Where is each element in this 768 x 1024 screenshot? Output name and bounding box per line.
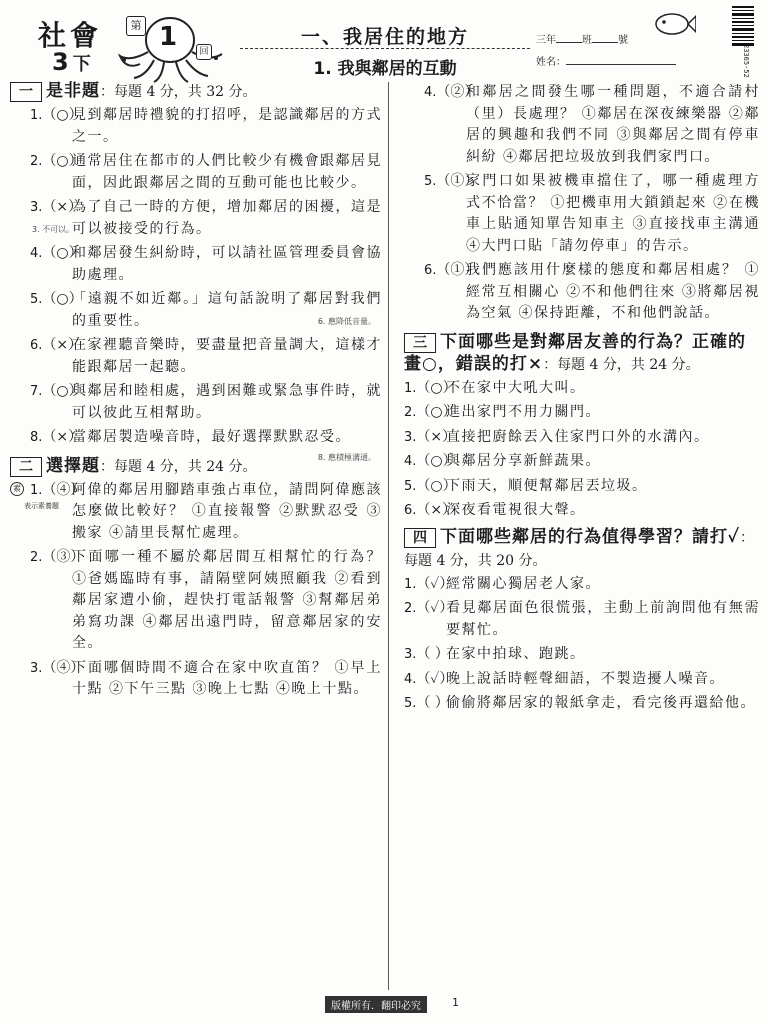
question-item: 1.（✓） 經常關心獨居老人家。 xyxy=(404,574,760,596)
answer-mark[interactable]: （○） xyxy=(42,383,83,399)
section-marker: 二 xyxy=(10,457,42,477)
question-text: 進出家門不用力關門。 xyxy=(446,404,601,420)
question-item: 2.（✓） 看見鄰居面色很慌張，主動上前詢問他有無需要幫忙。 xyxy=(404,598,760,641)
answer-mark[interactable]: （②） xyxy=(436,84,479,100)
question-text: 下面哪一種不屬於鄰居間互相幫忙的行為？ ①爸媽臨時有事，請隔壁阿姨照顧我 ②看到鄰居家遭小偷，趕快打電話報警 ③幫鄰居弟弟寫功課 ④鄰居出遠門時，留意鄰居家的安全。 xyxy=(72,549,382,651)
question-item: 3.（ ） 在家中拍球、跑跳。 xyxy=(404,644,760,666)
question-text: 與鄰居分享新鮮蔬果。 xyxy=(446,453,601,469)
question-text: 晚上說話時輕聲細語，不製造擾人噪音。 xyxy=(446,670,725,687)
answer-mark[interactable]: （✓） xyxy=(416,670,454,687)
answer-mark[interactable]: （ ） xyxy=(416,646,449,662)
answer-hint: 3. 不可以。 xyxy=(32,225,75,234)
question-item: 6.（×） 深夜看電視很大聲。 xyxy=(404,500,760,522)
answer-hint: 8. 應積極溝通。 xyxy=(317,453,376,462)
question-item: 素 表示素養題 1.（④） 阿偉的鄰居用腳踏車強占車位，請問阿偉應該怎麼做比較好？ ①直接報警 ②默默忍受 ③搬家 ④請里長幫忙處理。 xyxy=(10,480,382,545)
question-text: 經常關心獨居老人家。 xyxy=(446,575,601,592)
name-blank[interactable] xyxy=(566,54,676,65)
answer-mark[interactable]: （①） xyxy=(436,262,479,278)
question-text: 下雨天，順便幫鄰居丟垃圾。 xyxy=(446,477,648,494)
fish-icon xyxy=(652,10,696,38)
barcode-icon xyxy=(732,6,754,46)
issue-number: 1 xyxy=(158,22,178,52)
question-item: 7.（○） 與鄰居和睦相處，遇到困難或緊急事件時，就可以彼此互相幫助。 xyxy=(10,381,382,424)
grade-field-label: 三年 xyxy=(536,35,556,46)
section-marker: 三 xyxy=(404,333,436,353)
lesson-title: 1. 我與鄰居的互動 xyxy=(313,59,457,79)
question-item: 2.（○） 進出家門不用力關門。 xyxy=(404,402,760,424)
question-item: 5.（ ） 偷偷將鄰居家的報紙拿走，看完後再還給他。 xyxy=(404,693,760,715)
class-blank[interactable] xyxy=(556,32,582,43)
question-text: 不在家中大吼大叫。 xyxy=(446,379,586,396)
question-text: 在家裡聽音樂時，要盡量把音量調大，這樣才能跟鄰居一起聽。 xyxy=(72,337,382,375)
question-item: 2.（○） 通常居住在都市的人們比較少有機會跟鄰居見面，因此跟鄰居之間的互動可能也比較少。 xyxy=(10,151,382,194)
answer-mark[interactable]: （×） xyxy=(42,337,83,353)
answer-mark[interactable]: （○） xyxy=(416,453,457,469)
question-text: 家門口如果被機車擋住了，哪一種處理方式不恰當？ ①把機車用大鎖鎖起來 ②在機車上貼通知單告知車主 ③直接找車主溝通 ④大門口貼「請勿停車」的告示。 xyxy=(466,173,760,254)
question-item: 6.（①） 我們應該用什麼樣的態度和鄰居相處？ ①經常互相關心 ②不和他們往來 ③將鄰居視為空氣 ④保持距離，不和他們說話。 xyxy=(404,260,760,325)
question-text: 當鄰居製造噪音時，最好選擇默默忍受。 xyxy=(72,429,351,445)
question-item: 6.（×） 在家裡聽音樂時，要盡量把音量調大，這樣才能跟鄰居一起聽。 xyxy=(10,335,382,378)
question-item: 1.（○） 見到鄰居時禮貌的打招呼，是認識鄰居的方式之一。 xyxy=(10,105,382,148)
question-text: 下面哪個時間不適合在家中吹直笛？ ①早上十點 ②下午三點 ③晚上七點 ④晚上十點。 xyxy=(72,659,382,697)
name-field-label: 姓名： xyxy=(536,57,566,68)
right-column xyxy=(404,80,760,718)
issue-suffix: 回 xyxy=(196,44,212,60)
section-score-note: ：每題 4 分，共 24 分。 xyxy=(543,356,700,373)
answer-hint: 6. 應降低音量。 xyxy=(317,316,376,326)
title-divider xyxy=(240,48,530,49)
question-text: 深夜看電視很大聲。 xyxy=(446,502,586,518)
question-text: 直接把廚餘丟入住家門口外的水溝內。 xyxy=(446,428,710,445)
question-text: 偷偷將鄰居家的報紙拿走，看完後再還給他。 xyxy=(446,695,756,711)
question-text: 和鄰居發生糾紛時，可以請社區管理委員會協助處理。 xyxy=(72,245,382,283)
grade-suffix: 下 xyxy=(72,54,91,75)
answer-mark[interactable]: （①） xyxy=(436,173,479,189)
answer-mark[interactable]: （○） xyxy=(42,245,83,261)
section-true-false-title xyxy=(10,80,382,103)
unit-title: 一、我居住的地方 xyxy=(300,26,469,48)
answer-mark[interactable]: （×） xyxy=(416,502,457,518)
copyright-notice: 版權所有．翻印必究 xyxy=(325,996,427,1013)
answer-mark[interactable]: （×） xyxy=(42,429,83,445)
section-score-note: ：每題 4 分，共 24 分。 xyxy=(100,458,257,475)
answer-mark[interactable]: （○） xyxy=(42,107,83,123)
question-item: 5.（①） 家門口如果被機車擋住了，哪一種處理方式不恰當？ ①把機車用大鎖鎖起來 ②在機車上貼通知單告知車主 ③直接找車主溝通 ④大門口貼「請勿停車」的告示。 xyxy=(404,171,760,257)
question-text: 與鄰居和睦相處，遇到困難或緊急事件時，就可以彼此互相幫助。 xyxy=(72,383,382,421)
question-text: 我們應該用什麼樣的態度和鄰居相處？ ①經常互相關心 ②不和他們往來 ③將鄰居視為空氣 ④保持距離，不和他們說話。 xyxy=(466,262,760,321)
answer-mark[interactable]: （ ） xyxy=(416,695,449,711)
section-marker: 一 xyxy=(10,82,42,102)
barcode-number: 23365-52 xyxy=(742,44,750,78)
question-item: 5.（○） 「遠親不如近鄰。」這句話說明了鄰居對我們的重要性。 6. 應降低音量。 xyxy=(10,289,382,332)
section-title-text: 選擇題 xyxy=(46,455,100,476)
answer-mark[interactable]: （○） xyxy=(42,291,83,307)
section-friendly-title xyxy=(404,331,760,376)
answer-mark[interactable]: （④） xyxy=(42,659,85,676)
question-item: 4.（○） 和鄰居發生糾紛時，可以請社區管理委員會協助處理。 xyxy=(10,243,382,286)
question-item: 3.（×） 為了自己一時的方便，增加鄰居的困擾，這是可以被接受的行為。 3. 不可以。 xyxy=(10,197,382,240)
question-text: 和鄰居之間發生哪一種問題，不適合請村（里）長處理？ ①鄰居在深夜練樂器 ②鄰居的興趣和我們不同 ③與鄰居之間有停車糾紛 ④鄰居把垃圾放到我們家門口。 xyxy=(466,84,760,165)
seat-blank[interactable] xyxy=(592,32,618,43)
seat-field-label: 號 xyxy=(618,35,628,46)
question-item: 5.（○） 下雨天，順便幫鄰居丟垃圾。 xyxy=(404,476,760,498)
answer-mark[interactable]: （○） xyxy=(42,153,83,169)
section-score-note: ：每題 4 分，共 32 分。 xyxy=(100,84,257,100)
question-item: 1.（○） 不在家中大吼大叫。 xyxy=(404,378,760,400)
column-divider xyxy=(388,82,389,990)
section-marker: 四 xyxy=(404,528,436,548)
answer-mark[interactable]: （④） xyxy=(42,481,85,498)
answer-mark[interactable]: （③） xyxy=(42,549,85,565)
question-text: 看見鄰居面色很慌張，主動上前詢問他有無需要幫忙。 xyxy=(446,600,760,638)
question-item: 4.（②） 和鄰居之間發生哪一種問題，不適合請村（里）長處理？ ①鄰居在深夜練樂器 ②鄰居的興趣和我們不同 ③與鄰居之間有停車糾紛 ④鄰居把垃圾放到我們家門口。 xyxy=(404,82,760,168)
answer-mark[interactable]: （✓） xyxy=(416,600,454,616)
question-item: 3.（×） 直接把廚餘丟入住家門口外的水溝內。 xyxy=(404,427,760,449)
literacy-stamp-note: 表示素養題 xyxy=(24,501,59,510)
section-title-text: 下面哪些鄰居的行為值得學習？請打✓ xyxy=(440,526,740,547)
section-choice-title xyxy=(10,455,382,478)
subject-title: 社會 xyxy=(38,19,103,52)
question-item: 8.（×） 當鄰居製造噪音時，最好選擇默默忍受。 8. 應積極溝通。 xyxy=(10,427,382,449)
left-column xyxy=(10,80,382,704)
question-text: 為了自己一時的方便，增加鄰居的困擾，這是可以被接受的行為。 xyxy=(72,199,382,237)
section-score-note: ：每題 4 分，共 20 分。 xyxy=(404,529,754,569)
question-item: 3.（④） 下面哪個時間不適合在家中吹直笛？ ①早上十點 ②下午三點 ③晚上七點 ④晚上十點。 xyxy=(10,658,382,701)
question-text: 阿偉的鄰居用腳踏車強占車位，請問阿偉應該怎麼做比較好？ ①直接報警 ②默默忍受 ③搬家 ④請里長幫忙處理。 xyxy=(72,481,382,541)
literacy-stamp-icon: 素 xyxy=(10,482,24,496)
grade-number: 3 xyxy=(52,48,69,76)
question-item: 4.（○） 與鄰居分享新鮮蔬果。 xyxy=(404,451,760,473)
issue-prefix: 第 xyxy=(126,16,146,36)
section-title-text: 是非題 xyxy=(46,81,100,101)
grade-label xyxy=(52,48,91,76)
answer-mark[interactable]: （×） xyxy=(42,199,83,215)
question-text: 「遠親不如近鄰。」這句話說明了鄰居對我們的重要性。 xyxy=(72,291,382,329)
answer-mark[interactable]: （×） xyxy=(416,428,457,445)
question-text: 在家中拍球、跑跳。 xyxy=(446,646,586,662)
question-text: 通常居住在都市的人們比較少有機會跟鄰居見面，因此跟鄰居之間的互動可能也比較少。 xyxy=(72,153,382,191)
answer-mark[interactable]: （✓） xyxy=(416,575,454,592)
section-worth-learning-title xyxy=(404,526,760,572)
answer-mark[interactable]: （○） xyxy=(416,379,457,396)
page-number: 1 xyxy=(452,996,459,1009)
section-title-text: 下面哪些是對鄰居友善的行為？正確的畫○，錯誤的打× xyxy=(404,331,746,374)
question-item: 4.（✓） 晚上說話時輕聲細語，不製造擾人噪音。 xyxy=(404,669,760,691)
question-item: 2.（③） 下面哪一種不屬於鄰居間互相幫忙的行為？ ①爸媽臨時有事，請隔壁阿姨照顧我 ②看到鄰居家遭小偷，趕快打電話報警 ③幫鄰居弟弟寫功課 ④鄰居出遠門時，留意鄰居家的安全。 xyxy=(10,547,382,655)
class-field-label: 班 xyxy=(582,35,592,46)
answer-mark[interactable]: （○） xyxy=(416,404,457,420)
question-text: 見到鄰居時禮貌的打招呼，是認識鄰居的方式之一。 xyxy=(72,107,382,145)
answer-mark[interactable]: （○） xyxy=(416,477,457,494)
